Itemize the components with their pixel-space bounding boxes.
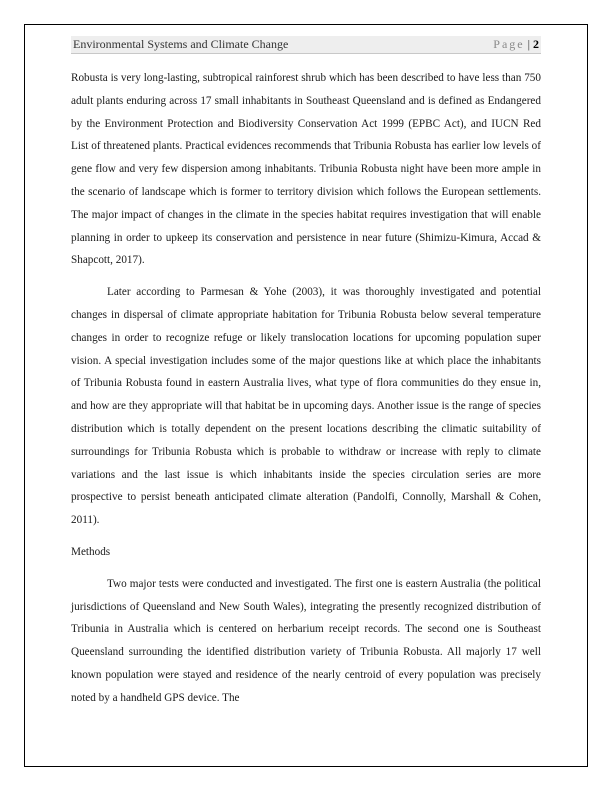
methods-heading: Methods [71, 545, 111, 558]
document-body [71, 67, 541, 719]
paragraph-1: Robusta is very long-lasting, subtropical rainforest shrub which has been described to have less than 750 adult plants enduring across 17 small inhabitants in Southeast Queensland and is defined as Endangered by the Environment Protection and Biodiversity Conservation Act 1999 (EPBC Act), and IUCN Red List of threatened plants. Practical evidences recommends that Tribunia Robusta has earlier low levels of gene flow and very few dispersion among inhabitants. Tribunia Robusta night have been more ample in the scenario of landscape which is former to territory division which follows the European settlements. The major impact of changes in the climate in the species habitat requires investigation that will enable planning in order to upkeep its conservation and persistence in near future (Shimizu-Kimura, Accad & Shapcott, 2017). [71, 72, 541, 267]
paragraph-3: Two major tests were conducted and investigated. The first one is eastern Australia (the political jurisdictions of Queensland and New South Wales), integrating the presently recognized distribution of Tribunia in Australia which is centered on herbarium receipt records. The second one is Southeast Queensland surrounding the identified distribution variety of Tribunia Robusta. All majorly 17 well known population were stayed and residence of the nearly centroid of every population was precisely noted by a handheld GPS device. The [71, 577, 541, 704]
page-separator: | [527, 37, 530, 51]
header-title: Environmental Systems and Climate Change [73, 37, 289, 51]
paragraph-2: Later according to Parmesan & Yohe (2003), it was thoroughly investigated and potential changes in dispersal of climate appropriate habitation for Tribunia Robusta below several temperature changes in order to recognize refuge or likely translocation locations for upcoming population super vision. A special investigation includes some of the major questions like at which place the inhabitants of Tribunia Robusta found in eastern Australia lives, what type of flora communities do they ensue in, and how are they appropriate will that habitat be in upcoming days. Another issue is the range of species distribution which is totally dependent on the present locations describing the climatic suitability of surroundings for Tribunia Robusta which is probable to withdraw or increase with reply to climate variations and the last issue is which inhabitants inside the species circulation series are more prospective to persist beneath anticipated climate alteration (Pandolfi, Connolly, Marshall & Cohen, 2011). [71, 286, 541, 527]
page-number: 2 [533, 37, 539, 51]
page-label: Page [493, 37, 525, 51]
header-page-indicator [493, 37, 539, 52]
page-header [71, 36, 541, 54]
